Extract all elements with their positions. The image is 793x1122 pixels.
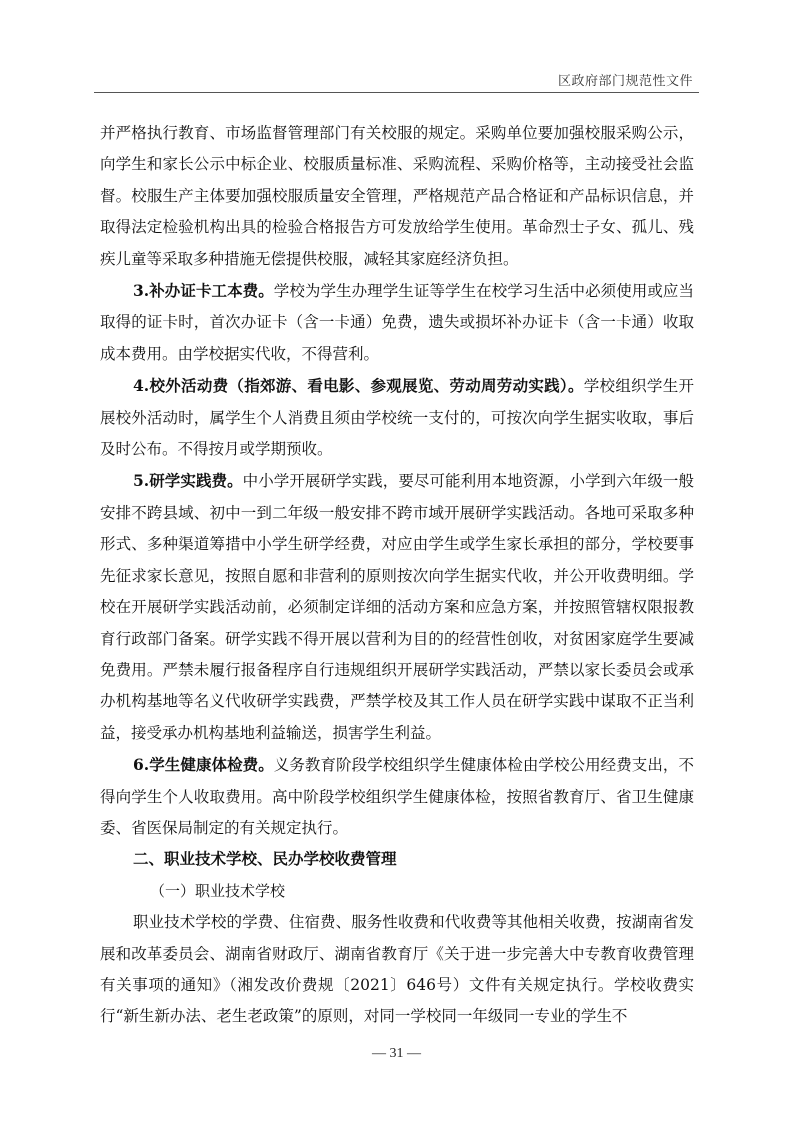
paragraph-card-fee bbox=[100, 275, 694, 370]
paragraph-text: 中小学开展研学实践，要尽可能利用本地资源，小学到六年级一般安排不跨县域、初中一到二年级一般安排不跨市域开展研学实践活动。各地可采取多种形式、多种渠道筹措中小学生研学经费，对应由学生或学生家长承担的部分，学校要事先征求家长意见，按照自愿和非营利的原则按次向学生据实代收，并公开收费明细。学校在开展研学实践活动前，必须制定详细的活动方案和应急方案，并按照管辖权限报教育行政部门备案。研学实践不得开展以营利为目的的经营性创收，对贫困家庭学生要减免费用。严禁未履行报备程序自行违规组织开展研学实践活动，严禁以家长委员会或承办机构基地等名义代收研学实践费，严禁学校及其工作人员在研学实践中谋取不正当利益，接受承办机构基地利益输送，损害学生利益。 bbox=[100, 472, 694, 742]
paragraph-vocational-fees: 职业技术学校的学费、住宿费、服务性收费和代收费等其他相关收费，按湖南省发展和改革委员会、湖南省财政厅、湖南省教育厅《关于进一步完善大中专教育收费管理有关事项的通知》（湘发改价费规〔2021〕646号）文件有关规定执行。学校收费实行“新生新办法、老生老政策”的原则，对同一学校同一年级同一专业的学生不 bbox=[100, 913, 694, 1026]
paragraph-text: 义务教育阶段学校组织学生健康体检由学校公用经费支出，不得向学生个人收取费用。高中阶段学校组织学生健康体检，按照省教育厅、省卫生健康委、省医保局制定的有关规定执行。 bbox=[100, 756, 694, 837]
section-heading: 二、职业技术学校、民办学校收费管理 bbox=[133, 850, 397, 869]
paragraph-uniform-continued bbox=[100, 118, 694, 275]
paragraph-health-check-fee bbox=[100, 749, 694, 844]
paragraph-lead: 4.校外活动费（指郊游、看电影、参观展览、劳动周劳动实践）。 bbox=[133, 376, 584, 396]
paragraph-text: 学校组织学生开展校外活动时，属学生个人消费且须由学校统一支付的，可按次向学生据实收取，事后及时公布。不得按月或学期预收。 bbox=[100, 377, 694, 459]
document-body bbox=[100, 118, 694, 1033]
page-number: — 31 — bbox=[372, 1046, 421, 1061]
page-header: 区政府部门规范性文件 bbox=[557, 74, 693, 89]
paragraph-outing-fee bbox=[100, 370, 694, 465]
paragraph-text: 学校为学生办理学生证等学生在校学习生活中必须使用或应当取得的证卡时，首次办证卡（含一卡通）免费，遗失或损坏补办证卡（含一卡通）收取成本费用。由学校据实代收，不得营利。 bbox=[100, 282, 694, 363]
header-divider bbox=[94, 92, 699, 93]
sub-heading: （一）职业技术学校 bbox=[150, 881, 286, 900]
paragraph-lead: 5.研学实践费。 bbox=[133, 471, 243, 491]
paragraph-text: 并严格执行教育、市场监督管理部门有关校服的规定。采购单位要加强校服采购公示，向学生和家长公示中标企业、校服质量标准、采购流程、采购价格等，主动接受社会监督。校服生产主体要加强校服质量安全管理，严格规范产品合格证和产品标识信息，并取得法定检验机构出具的检验合格报告方可发放给学生使用。革命烈士子女、孤儿、残疾儿童等采取多种措施无偿提供校服，减轻其家庭经济负担。 bbox=[100, 124, 694, 268]
paragraph-lead: 6.学生健康体检费。 bbox=[133, 755, 274, 775]
paragraph-study-tour-fee bbox=[100, 465, 694, 749]
paragraph-lead: 3.补办证卡工本费。 bbox=[133, 281, 274, 301]
